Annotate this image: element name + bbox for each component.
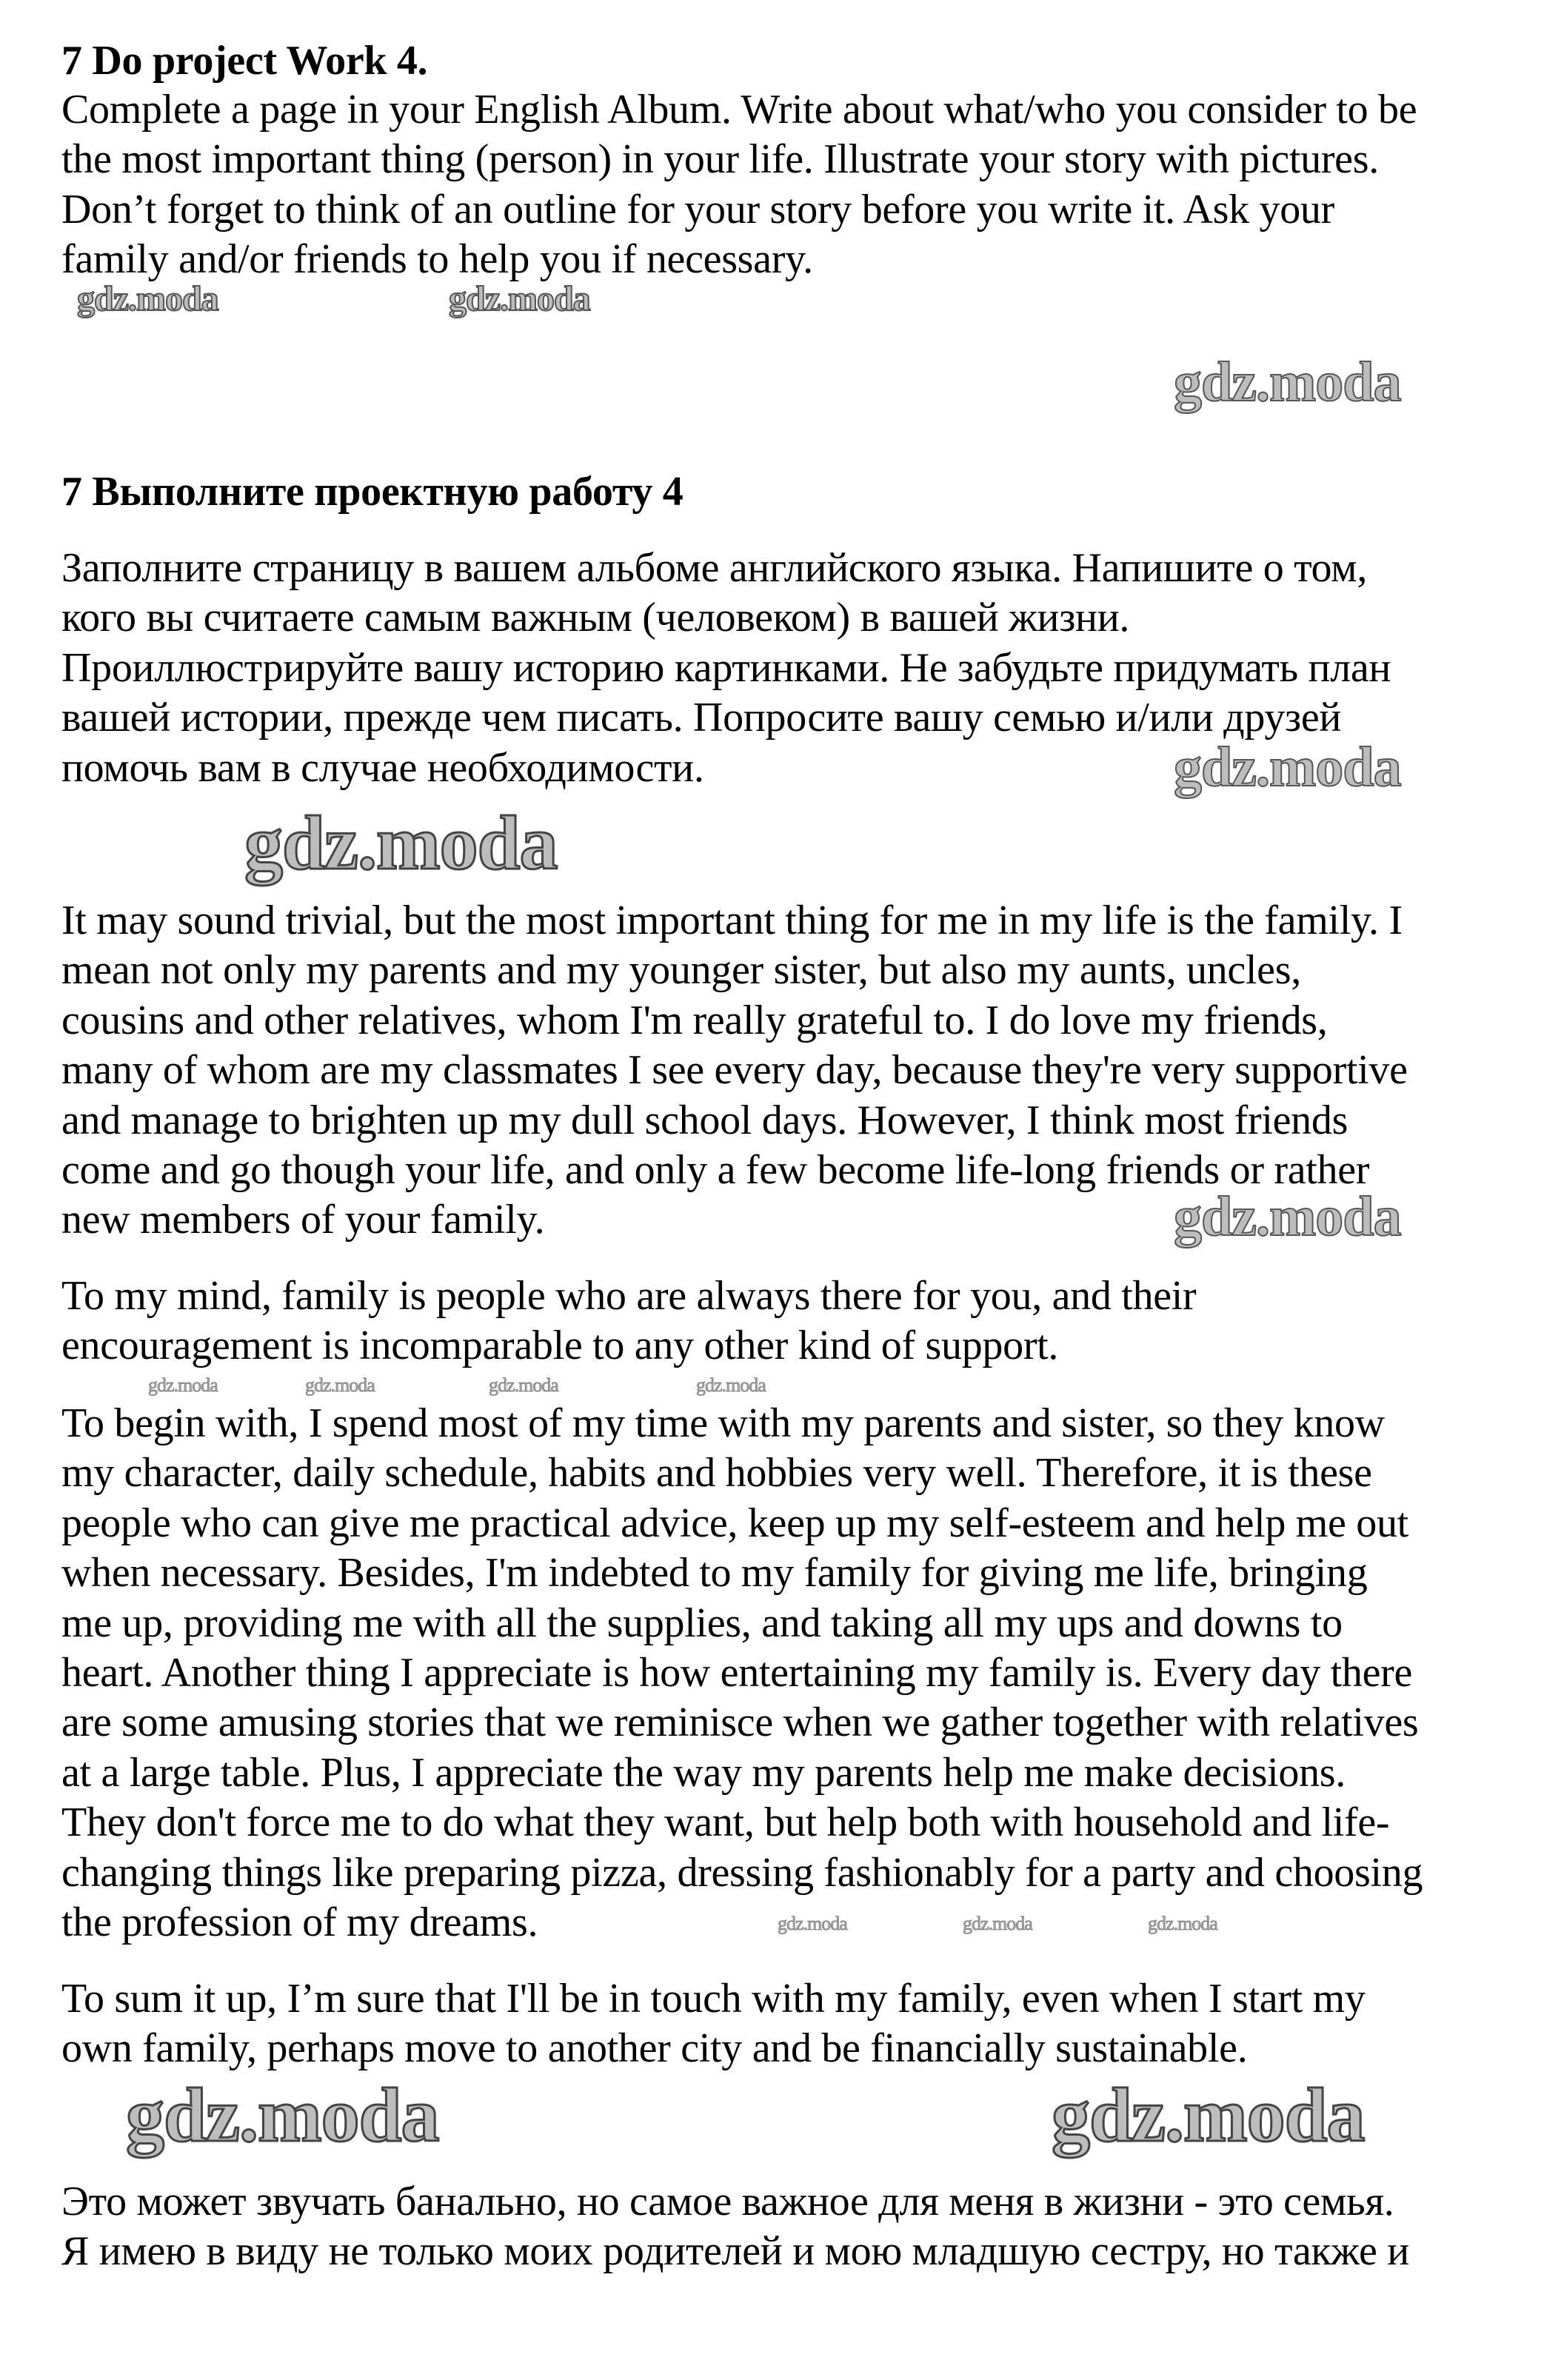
task-heading-en: 7 Do project Work 4. [61, 38, 428, 84]
text-line: To begin with, I spend most of my time with my parents and sister, so they know [61, 1400, 1385, 1446]
text-line: вашей истории, прежде чем писать. Попросите вашу семью и/или друзей [61, 695, 1342, 741]
watermark: gdz.moda [1052, 2073, 1365, 2158]
text-line: They don't force me to do what they want, but help both with household and life- [61, 1799, 1390, 1846]
text-line: come and go though your life, and only a few become life-long friends or rather [61, 1147, 1370, 1194]
text-line: Я имею в виду не только моих родителей и мою младшую сестру, но также и [61, 2228, 1409, 2275]
watermark: gdz.moda [305, 1374, 375, 1396]
text-line: are some amusing stories that we reminisce when we gather together with relatives [61, 1699, 1419, 1746]
watermark: gdz.moda [244, 800, 558, 886]
text-line: at a large table. Plus, I appreciate the way my parents help me make decisions. [61, 1749, 1346, 1796]
answer-paragraph-4 [61, 1974, 1366, 2074]
watermark: gdz.moda [148, 1374, 218, 1396]
text-line: changing things like preparing pizza, dressing fashionably for a party and choosing [61, 1849, 1423, 1896]
watermark: gdz.moda [489, 1374, 558, 1396]
text-line: me up, providing me with all the supplies, and taking all my ups and downs to [61, 1600, 1343, 1646]
text-line: the most important thing (person) in your life. Illustrate your story with pictures. [61, 136, 1379, 183]
text-line: кого вы считаете самым важным (человеком) в вашей жизни. [61, 595, 1130, 641]
text-line: To my mind, family is people who are always there for you, and their [61, 1273, 1197, 1319]
text-line: cousins and other relatives, whom I'm really grateful to. I do love my friends, [61, 997, 1328, 1043]
text-line: family and/or friends to help you if necessary. [61, 236, 813, 283]
answer-translation-ru [61, 2177, 1409, 2277]
text-line: new members of your family. [61, 1197, 545, 1243]
task-heading-ru: 7 Выполните проектную работу 4 [61, 469, 684, 515]
answer-paragraph-3 [61, 1399, 1423, 1948]
watermark: gdz.moda [126, 2073, 439, 2158]
task-text-en [61, 85, 1417, 285]
answer-paragraph-2 [61, 1271, 1196, 1371]
text-line: many of whom are my classmates I see every day, because they're very supportive [61, 1047, 1408, 1094]
watermark: gdz.moda [1148, 1913, 1217, 1934]
text-line: my character, daily schedule, habits and hobbies very well. Therefore, it is these [61, 1450, 1372, 1497]
text-line: heart. Another thing I appreciate is how entertaining my family is. Every day there [61, 1650, 1413, 1697]
text-line: помочь вам в случае необходимости. [61, 744, 704, 791]
text-line: Заполните страницу в вашем альбоме английского языка. Напишите о том, [61, 545, 1368, 591]
text-line: own family, perhaps move to another city and be financially sustainable. [61, 2025, 1248, 2072]
text-line: Don’t forget to think of an outline for your story before you write it. Ask your [61, 186, 1334, 233]
text-line: mean not only my parents and my younger sister, but also my aunts, uncles, [61, 947, 1301, 994]
text-line: Complete a page in your English Album. Write about what/who you consider to be [61, 87, 1417, 133]
watermark: gdz.moda [1174, 351, 1401, 413]
text-line: when necessary. Besides, I'm indebted to my family for giving me life, bringing [61, 1550, 1368, 1597]
watermark: gdz.moda [77, 279, 218, 318]
watermark: gdz.moda [1174, 1186, 1401, 1248]
watermark: gdz.moda [778, 1913, 847, 1934]
watermark: gdz.moda [963, 1913, 1032, 1934]
watermark: gdz.moda [449, 279, 590, 318]
text-line: the profession of my dreams. [61, 1899, 538, 1946]
text-line: Проиллюстрируйте вашу историю картинками. Не забудьте придумать план [61, 644, 1391, 691]
watermark: gdz.moda [696, 1374, 766, 1396]
text-line: Это может звучать банально, но самое важное для меня в жизни - это семья. [61, 2179, 1394, 2224]
text-line: and manage to brighten up my dull school days. However, I think most friends [61, 1097, 1349, 1143]
text-line: It may sound trivial, but the most important thing for me in my life is the family. I [61, 897, 1403, 943]
text-line: encouragement is incomparable to any other kind of support. [61, 1323, 1059, 1369]
text-line: To sum it up, I’m sure that I'll be in touch with my family, even when I start my [61, 1976, 1366, 2022]
text-line: people who can give me practical advice, keep up my self-esteem and help me out [61, 1500, 1408, 1546]
watermark: gdz.moda [1174, 736, 1401, 798]
